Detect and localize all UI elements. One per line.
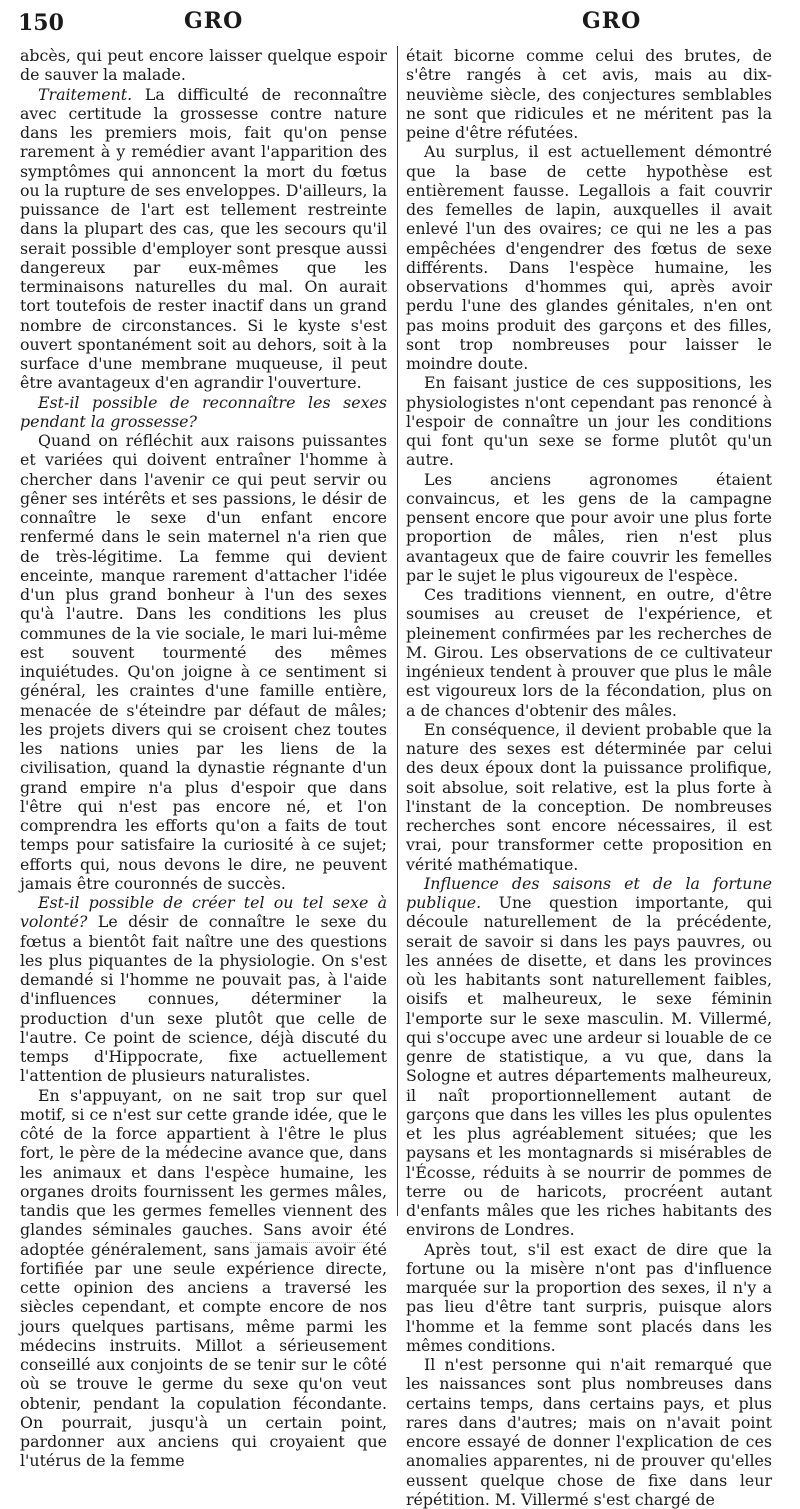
- paragraph-text: La difficulté de reconnaître avec certitude la grossesse contre nature dans les premiers mois, fait qu'on pense rarement à y remédier avant l'apparition des symptômes qui annoncent la mort du fœtus ou la rupture de ses enveloppes. D'ailleurs, la puissance de l'art est tellement restreinte dans la plupart des cas, que les secours qu'il serait possible d'employer sont presque aussi dangereux par eux-mêmes que les terminaisons naturelles du mal. On aurait tort toutefois de rester inactif dans un grand nombre de circonstances. Si le kyste s'est ouvert spontanément soit au dehors, soit à la surface d'une membrane muqueuse, il peut être avantageux d'en agrandir l'ouverture.: [20, 84, 387, 393]
- paragraph-text: En faisant justice de ces suppositions, les physiologistes n'ont cependant pas renoncé à l'espoir de connaître un jour les conditions qui font qu'un sexe se forme plutôt qu'un autre.: [406, 373, 772, 470]
- right-running-head: GRO: [582, 8, 642, 34]
- paragraph-text: Quand on réfléchit aux raisons puissantes et variées qui doivent entraîner l'homme à chercher dans l'avenir ce qui peut servir ou gêner ses intérêts et ses passions, le désir de connaître le sexe d'un enfant encore renfermé dans le sein maternel n'a rien que de très-légitime. La femme qui devient enceinte, manque rarement d'attacher l'idée d'un plus grand bonheur à l'un des sexes qu'à l'autre. Dans les conditions les plus communes de la vie sociale, le mari lui-même est souvent tourmenté des mêmes inquiétudes. Qu'on joigne à ce sentiment si général, les craintes d'une famille entière, menacée de s'éteindre par défaut de mâles; les projets divers qui se croisent chez toutes les nations unies par les liens de la civilisation, quand la dynastie régnante d'un grand empire n'a plus d'espoir que dans l'être qui n'est pas encore né, et l'on comprendra les efforts qu'on a faits de tout temps pour satisfaire la curiosité à ce sujet; efforts qui, nous devons le dire, ne peuvent jamais être couronnés de succès.: [20, 431, 387, 893]
- paragraph: [406, 720, 772, 874]
- paragraph: [20, 393, 387, 432]
- left-running-head: GRO: [184, 8, 244, 34]
- paragraph: [406, 1355, 772, 1509]
- right-text-column: [406, 46, 772, 1509]
- paragraph-text: Après tout, s'il est exact de dire que la fortune ou la misère n'ont pas d'influence marquée sur la proportion des sexes, il n'y a pas lieu d'être tant surpris, puisque alors l'homme et la femme sont placés dans les mêmes conditions.: [406, 1239, 772, 1355]
- paragraph: [406, 585, 772, 720]
- paragraph: [20, 431, 387, 893]
- page-header: [14, 4, 776, 38]
- paragraph-text: En s'appuyant, on ne sait trop sur quel motif, si ce n'est sur cette grande idée, que le côté de la force appartient à l'être le plus fort, le père de la médecine avance que, dans les animaux et dans l'espèce humaine, les organes droits fournissent les germes mâles, tandis que les germes femelles viennent des glandes séminales gauches. Sans avoir été adoptée généralement, sans jamais avoir été fortifiée par une seule expérience directe, cette opinion des anciens a traversé les siècles cependant, et compte encore de nos jours quelques partisans, même parmi les médecins instruits. Millot a sérieusement conseillé aux conjoints de se tenir sur le côté où se trouve le germe du sexe qu'on veut obtenir, pendant la copulation fécondante. On pourrait, jusqu'à un certain point, pardonner aux anciens qui croyaient que l'utérus de la femme: [20, 1085, 387, 1471]
- paragraph: [406, 470, 772, 586]
- paragraph: [406, 46, 772, 142]
- paragraph-text: Une question importante, qui découle naturellement de la précédente, serait de savoir si dans les pays pauvres, ou les années de disette, et dans les provinces où les habitants sont naturellement faibles, oisifs et malheureux, le sexe féminin l'emporte sur le sexe masculin. M. Villermé, qui s'occupe avec une ardeur si louable de ce genre de statistique, a vu que, dans la Sologne et autres départements malheureux, il naît proportionnellement autant de garçons que dans les villes les plus opulentes et les plus agréablement situées; que les paysans et les montagnards si misérables de l'Écosse, réduits à se nourrir de pommes de terre ou de haricots, procréent autant d'enfants mâles que les riches habitants des environs de Londres.: [406, 893, 772, 1240]
- paragraph-text: En conséquence, il devient probable que la nature des sexes est déterminée par celui des deux époux dont la puissance prolifique, soit absolue, soit relative, est la plus forte à l'instant de la conception. De nombreuses recherches sont encore nécessaires, il est vrai, pour transformer cette proposition en vérité mathématique.: [406, 719, 772, 874]
- column-divider: [397, 46, 398, 1216]
- paragraph: [20, 1086, 387, 1471]
- paragraph: [406, 142, 772, 373]
- section-heading: Influence des saisons et de la fortune publique.: [406, 873, 772, 912]
- paragraph-text: Ces traditions viennent, en outre, d'être soumises au creuset de l'expérience, et pleinement confirmées par les recherches de M. Girou. Les observations de ce cultivateur ingénieux tendent à prouver que plus le mâle est vigoureux lors de la fécondation, plus on a de chances d'obtenir des mâles.: [406, 585, 772, 720]
- paragraph-text: était bicorne comme celui des brutes, de s'être rangés à cet avis, mais au dix-neuvième siècle, des conjectures semblables ne sont que ridicules et ne méritent pas la peine d'être réfutées.: [406, 46, 772, 142]
- paragraph: [406, 874, 772, 1240]
- paragraph: [20, 893, 387, 1086]
- section-heading: Traitement.: [38, 84, 133, 104]
- paragraph: [20, 85, 387, 393]
- page-footer-mark: [250, 1242, 370, 1249]
- paragraph: [20, 46, 387, 85]
- paragraph-text: Il n'est personne qui n'ait remarqué que les naissances sont plus nombreuses dans certains temps, dans certains pays, et plus rares dans d'autres; mais on n'avait point encore essayé de donner l'explication de ces anomalies apparentes, ni de prouver qu'elles eussent quelque chose de fixe dans leur répétition. M. Villermé s'est chargé de: [406, 1355, 772, 1509]
- section-heading: Est-il possible de créer tel ou tel sexe à volonté?: [20, 893, 387, 932]
- left-text-column: [20, 46, 387, 1471]
- paragraph-text: Les anciens agronomes étaient convaincus, et les gens de la campagne pensent encore que pour avoir une plus forte proportion de mâles, rien n'est plus avantageux que de faire couvrir les femelles par le sujet le plus vigoureux de l'espèce.: [406, 469, 772, 585]
- paragraph: [406, 1240, 772, 1356]
- section-heading: Est-il possible de reconnaître les sexes pendant la grossesse?: [20, 392, 387, 431]
- paragraph-text: abcès, qui peut encore laisser quelque espoir de sauver la malade.: [20, 46, 387, 85]
- paragraph: [406, 373, 772, 469]
- page-number: 150: [18, 10, 64, 36]
- paragraph-text: Au surplus, il est actuellement démontré que la base de cette hypothèse est entièrement fausse. Legallois a fait couvrir des femelles de lapin, auxquelles il avait enlevé l'un des ovaires; ce qui ne les a pas empêchées d'engendrer des fœtus de sexe différents. Dans l'espèce humaine, les observations d'hommes qui, après avoir perdu l'une des glandes génitales, n'en ont pas moins produit des garçons et des filles, sont trop nombreuses pour laisser le moindre doute.: [406, 142, 772, 373]
- paragraph-text: Le désir de connaître le sexe du fœtus a bientôt fait naître une des questions les plus piquantes de la physiologie. On s'est demandé si l'homme ne pouvait pas, à l'aide d'influences connues, déterminer la production d'un sexe plutôt que celle de l'autre. Ce point de science, déjà discuté du temps d'Hippocrate, fixe actuellement l'attention de plusieurs naturalistes.: [20, 912, 387, 1086]
